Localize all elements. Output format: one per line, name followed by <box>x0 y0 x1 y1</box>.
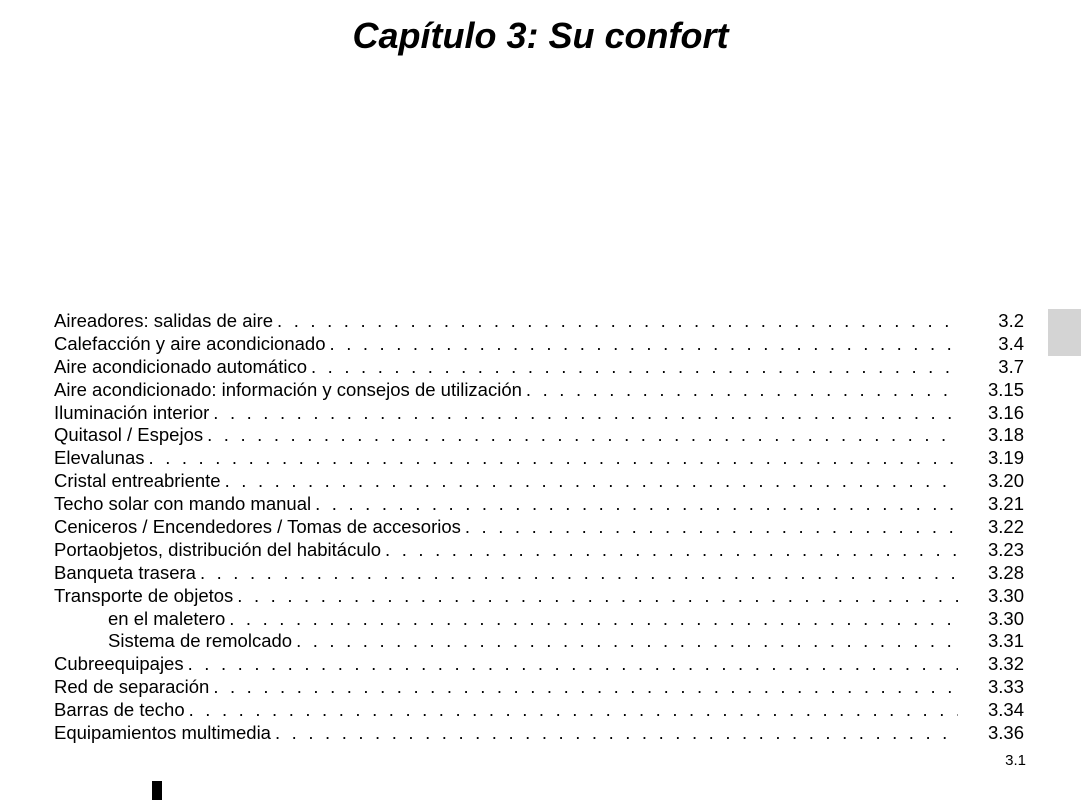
toc-page-number: 3.18 <box>987 424 1024 446</box>
toc-leader-dots <box>275 722 958 745</box>
toc-label: en el maletero <box>108 607 226 629</box>
toc-leader-dots <box>330 333 958 356</box>
toc-leader-dots <box>385 539 958 562</box>
toc-row[interactable] <box>54 585 1024 608</box>
toc-label: Portaobjetos, distribución del habitáculo <box>54 538 382 560</box>
toc-page-number: 3.30 <box>987 584 1024 606</box>
toc-page-number: 3.30 <box>987 607 1024 629</box>
toc-label: Banqueta trasera <box>54 561 196 583</box>
toc-label: Aire acondicionado: información y consejos de utilización <box>54 378 522 400</box>
toc-leader-dots <box>213 402 958 425</box>
toc-label: Iluminación interior <box>54 401 210 423</box>
toc-row[interactable] <box>54 722 1024 745</box>
toc-row-sub[interactable] <box>54 630 1024 653</box>
toc-leader-dots <box>237 585 958 608</box>
toc-page-number: 3.33 <box>987 676 1024 698</box>
toc-label: Barras de techo <box>54 699 185 721</box>
toc-page-number: 3.21 <box>987 493 1024 515</box>
toc-leader-dots <box>207 424 958 447</box>
toc-label: Elevalunas <box>54 447 145 469</box>
toc-label: Transporte de objetos <box>54 584 234 606</box>
toc-label: Ceniceros / Encendedores / Tomas de accesorios <box>54 516 461 538</box>
toc-page-number: 3.7 <box>998 355 1024 377</box>
toc-page-number: 3.23 <box>987 538 1024 560</box>
toc-leader-dots <box>188 653 958 676</box>
print-edge-mark <box>152 781 162 800</box>
toc-page-number: 3.22 <box>987 516 1024 538</box>
toc-page-number: 3.34 <box>987 699 1024 721</box>
toc-label: Quitasol / Espejos <box>54 424 204 446</box>
chapter-title: Capítulo 3: Su confort <box>352 15 729 56</box>
toc-leader-dots <box>311 356 958 379</box>
toc-row[interactable] <box>54 333 1024 356</box>
toc-page-number: 3.16 <box>987 401 1024 423</box>
toc-label: Aire acondicionado automático <box>54 355 307 377</box>
toc-label: Sistema de remolcado <box>108 630 293 652</box>
toc-leader-dots <box>465 516 958 539</box>
toc-leader-dots <box>149 447 958 470</box>
toc-row[interactable] <box>54 447 1024 470</box>
toc-page-number: 3.28 <box>987 561 1024 583</box>
toc-label: Red de separación <box>54 676 210 698</box>
toc-leader-dots <box>189 699 958 722</box>
toc-row[interactable] <box>54 379 1024 402</box>
toc-leader-dots <box>526 379 958 402</box>
toc-page-number: 3.31 <box>987 630 1024 652</box>
table-of-contents <box>54 310 1024 745</box>
toc-row[interactable] <box>54 676 1024 699</box>
toc-page-number: 3.15 <box>987 378 1024 400</box>
toc-label: Equipamientos multimedia <box>54 722 271 744</box>
toc-row[interactable] <box>54 699 1024 722</box>
toc-row[interactable] <box>54 470 1024 493</box>
toc-row[interactable] <box>54 539 1024 562</box>
page-number: 3.1 <box>1005 752 1026 769</box>
toc-row[interactable] <box>54 516 1024 539</box>
toc-page-number: 3.32 <box>987 653 1024 675</box>
toc-row[interactable] <box>54 562 1024 585</box>
toc-label: Techo solar con mando manual <box>54 493 312 515</box>
toc-label: Cristal entreabriente <box>54 470 221 492</box>
toc-row[interactable] <box>54 653 1024 676</box>
toc-leader-dots <box>213 676 958 699</box>
toc-page-number: 3.2 <box>998 310 1024 331</box>
toc-row[interactable] <box>54 424 1024 447</box>
toc-label: Aireadores: salidas de aire <box>54 310 274 331</box>
toc-leader-dots <box>225 470 958 493</box>
toc-row[interactable] <box>54 493 1024 516</box>
toc-leader-dots <box>277 310 958 333</box>
toc-page-number: 3.19 <box>987 447 1024 469</box>
toc-page-number: 3.36 <box>987 722 1024 744</box>
toc-label: Cubreequipajes <box>54 653 184 675</box>
chapter-side-tab <box>1048 309 1081 356</box>
toc-label: Calefacción y aire acondicionado <box>54 332 326 354</box>
toc-leader-dots <box>315 493 958 516</box>
toc-leader-dots <box>296 630 958 653</box>
toc-page-number: 3.4 <box>998 332 1024 354</box>
toc-leader-dots <box>200 562 958 585</box>
toc-row[interactable] <box>54 402 1024 425</box>
toc-leader-dots <box>229 608 958 631</box>
toc-row-sub[interactable] <box>54 608 1024 631</box>
toc-row[interactable] <box>54 356 1024 379</box>
toc-page-number: 3.20 <box>987 470 1024 492</box>
toc-row[interactable] <box>54 310 1024 333</box>
